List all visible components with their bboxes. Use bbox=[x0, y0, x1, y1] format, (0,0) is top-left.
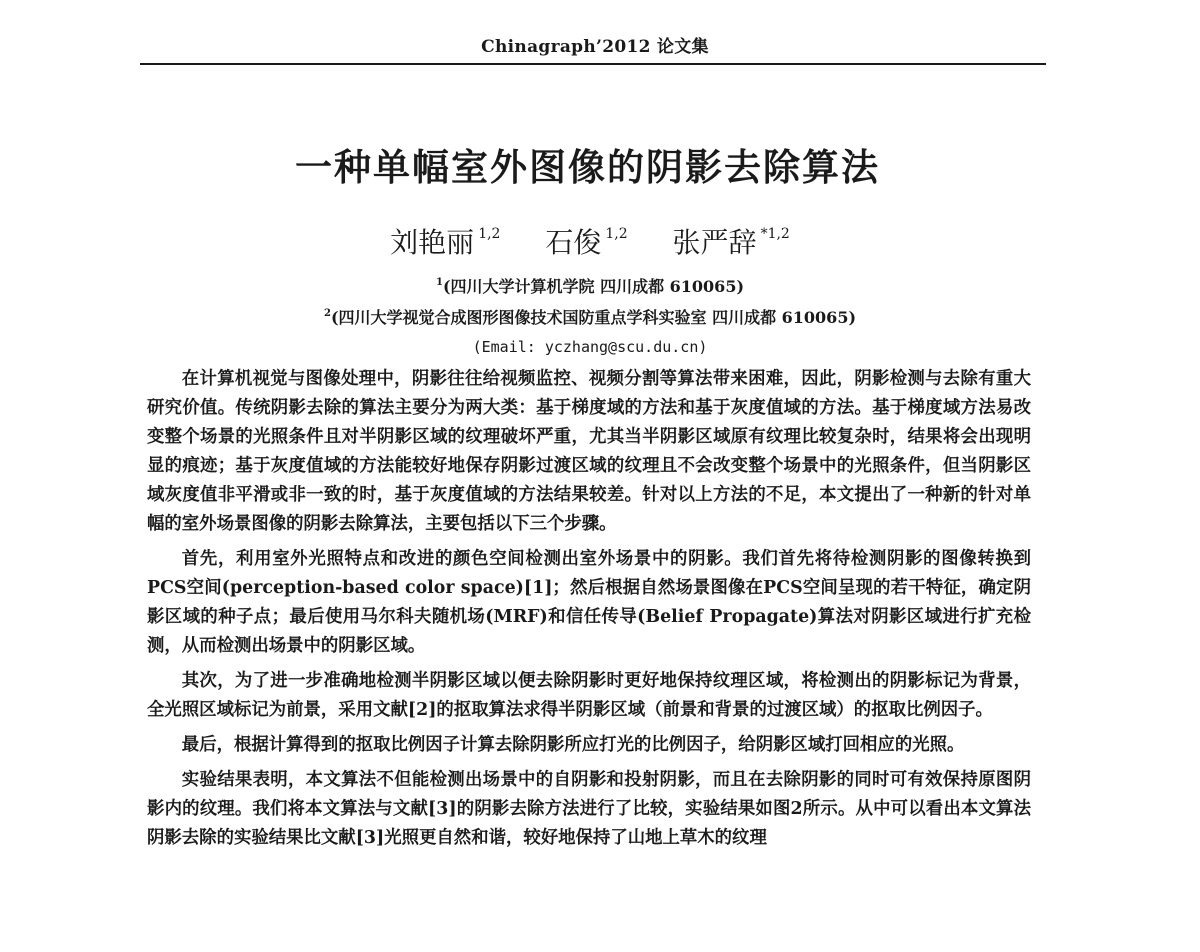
contact-email: (Email: yczhang@scu.du.cn) bbox=[472, 338, 708, 356]
author-affiliation-mark: *1,2 bbox=[760, 226, 790, 242]
affiliation-mark: 1 bbox=[435, 277, 443, 288]
paragraph-4: 最后，根据计算得到的抠取比例因子计算去除阴影所应打光的比例因子，给阴影区域打回相应的光照。 bbox=[181, 735, 965, 755]
author-name: 张严辞 bbox=[672, 226, 757, 259]
author-affiliation-mark: 1,2 bbox=[478, 226, 501, 242]
author-list bbox=[0, 214, 1180, 263]
author-affiliation-mark: 1,2 bbox=[605, 226, 628, 242]
affiliation-1 bbox=[0, 271, 1180, 299]
affiliation-mark: 2 bbox=[323, 308, 331, 319]
running-header: Chinagraph’2012 论文集 bbox=[481, 37, 709, 57]
author-name: 刘艳丽 bbox=[390, 226, 475, 259]
paper-title: 一种单幅室外图像的阴影去除算法 bbox=[295, 146, 880, 189]
affiliation-2 bbox=[0, 302, 1180, 330]
author-2 bbox=[545, 214, 627, 263]
affiliation-text: (四川大学视觉合成图形图像技术国防重点学科实验室 四川成都 610065) bbox=[330, 308, 857, 327]
author-name: 石俊 bbox=[545, 226, 602, 259]
header-rule bbox=[140, 63, 1046, 65]
author-3 bbox=[673, 214, 790, 263]
paragraph-1: 在计算机视觉与图像处理中，阴影往往给视频监控、视频分割等算法带来困难，因此，阴影检测与去除有重大研究价值。传统阴影去除的算法主要分为两大类：基于梯度域的方法和基于灰度值域的方法。基于梯度域方法易改变整个场景的光照条件且对半阴影区域的纹理破坏严重，尤其当半阴影区域原有纹理比较复杂时，结果将会出现明显的痕迹；基于灰度值域的方法能较好地保存阴影过渡区域的纹理且不会改变整个场景中的光照条件，但当阴影区域灰度值非平滑或非一致的时，基于灰度值域的方法结果较差。针对以上方法的不足，本文提出了一种新的针对单幅的室外场景图像的阴影去除算法，主要包括以下三个步骤。 bbox=[147, 369, 1031, 534]
affiliation-text: (四川大学计算机学院 四川成都 610065) bbox=[442, 277, 745, 296]
paragraph-2: 首先，利用室外光照特点和改进的颜色空间检测出室外场景中的阴影。我们首先将待检测阴影的图像转换到PCS空间(perception-based color space)[1]；然后根据自然场景图像在PCS空间呈现的若干特征，确定阴影区域的种子点；最后使用马尔科夫随机场(MRF)和信任传导(Belief Propagate)算法对阴影区域进行扩充检测，从而检测出场景中的阴影区域。 bbox=[147, 549, 1031, 656]
author-1 bbox=[390, 214, 500, 263]
paragraph-5: 实验结果表明，本文算法不但能检测出场景中的自阴影和投射阴影，而且在去除阴影的同时可有效保持原图阴影内的纹理。我们将本文算法与文献[3]的阴影去除方法进行了比较，实验结果如图2所示。从中可以看出本文算法阴影去除的实验结果比文献[3]光照更自然和谐，较好地保持了山地上草木的纹理 bbox=[147, 770, 1031, 848]
paragraph-3: 其次，为了进一步准确地检测半阴影区域以便去除阴影时更好地保持纹理区域，将检测出的阴影标记为背景，全光照区域标记为前景，采用文献[2]的抠取算法求得半阴影区域（前景和背景的过渡区域）的抠取比例因子。 bbox=[147, 671, 1031, 720]
abstract-body bbox=[147, 365, 1031, 859]
